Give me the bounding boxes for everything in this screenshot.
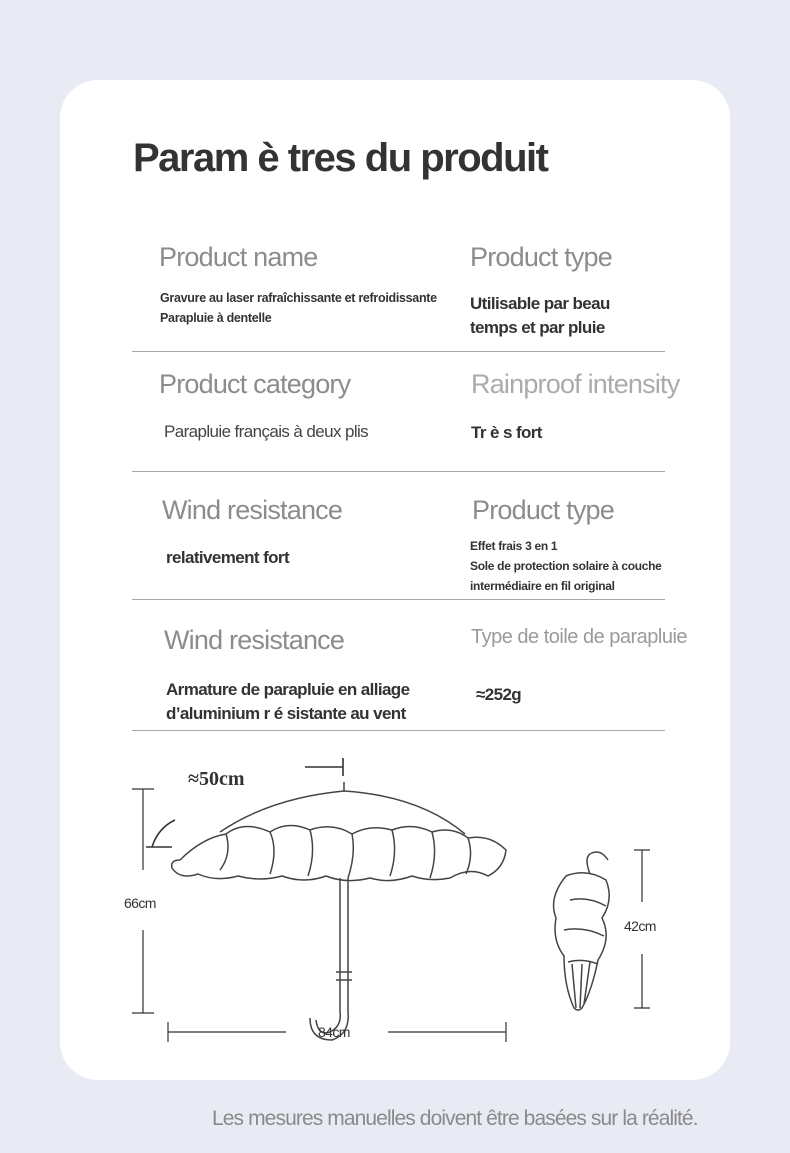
row2-left-label: Product category [159, 369, 351, 399]
radius-marker-icon [305, 758, 343, 776]
row4-right-value [476, 683, 521, 707]
row1-left-label: Product name [159, 242, 318, 272]
row2-right-value-line1: Tr è s fort [471, 423, 542, 442]
row4-left-value-line1: Armature de parapluie en alliage [166, 680, 410, 699]
row2-left-value [164, 420, 368, 444]
row-divider [132, 599, 665, 600]
page-title: Param è tres du produit [133, 136, 548, 180]
row4-left-value-line2: d’aluminium r é sistante au vent [166, 704, 406, 723]
row-divider [132, 730, 665, 731]
row4-left-value [166, 678, 409, 726]
width-label: 84cm [318, 1024, 350, 1040]
row2-left-value-line1: Parapluie français à deux plis [164, 422, 369, 441]
row3-right-value-line1: Effet frais 3 en 1 [470, 539, 558, 553]
row1-left-value-line2: Parapluie à dentelle [160, 311, 272, 325]
umbrella-dimension-diagram [120, 750, 680, 1050]
row-divider [132, 471, 665, 472]
row3-right-value-line3: intermédiaire en fil original [470, 579, 615, 593]
folded-length-label: 42cm [624, 918, 656, 934]
row3-right-label: Product type [472, 495, 614, 525]
radius-label: ≈50cm [188, 768, 245, 790]
row3-right-value [470, 536, 662, 596]
row3-left-value [166, 546, 289, 570]
row3-left-value-line1: relativement fort [166, 548, 290, 567]
row3-right-value-line2: Sole de protection solaire à couche [470, 559, 662, 573]
row1-right-value-line2: temps et par pluie [470, 318, 605, 337]
row2-right-label: Rainproof intensity [471, 369, 680, 399]
row-divider [132, 351, 665, 352]
row2-right-value [471, 421, 542, 445]
row1-left-value-line1: Gravure au laser rafraîchissante et refroidissante [160, 291, 437, 305]
row4-right-label: Type de toile de parapluie [471, 626, 688, 648]
row1-left-value [160, 288, 437, 328]
row1-right-label: Product type [470, 242, 612, 272]
row4-right-value-line1: ≈252g [476, 685, 522, 704]
height-label: 66cm [124, 895, 156, 911]
row1-right-value-line1: Utilisable par beau [470, 294, 610, 313]
radius-tick-icon [146, 820, 175, 847]
footer-note: Les mesures manuelles doivent être basées sur la réalité. [212, 1107, 698, 1130]
row1-right-value [470, 292, 610, 340]
row4-left-label: Wind resistance [164, 625, 345, 655]
open-umbrella-icon [172, 782, 506, 1040]
row3-left-label: Wind resistance [162, 495, 343, 525]
folded-umbrella-icon [554, 852, 610, 1010]
